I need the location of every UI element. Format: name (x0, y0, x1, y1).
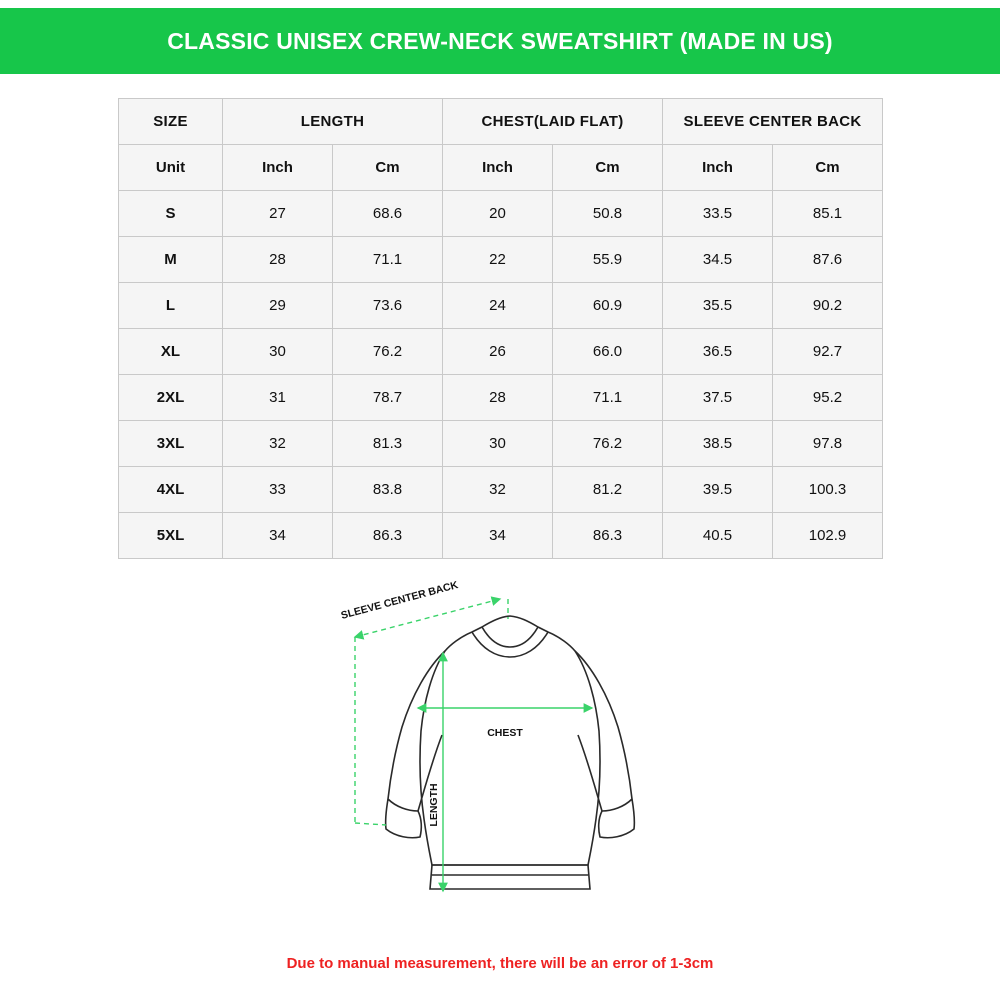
cell-sleeve-cm: 85.1 (773, 191, 883, 237)
table-row (119, 513, 883, 559)
unit-label: Unit (119, 145, 223, 191)
cell-chest-inch: 32 (443, 467, 553, 513)
header-chest: CHEST(LAID FLAT) (443, 99, 663, 145)
cell-chest-cm: 76.2 (553, 421, 663, 467)
cell-size: 3XL (119, 421, 223, 467)
cell-chest-inch: 34 (443, 513, 553, 559)
measurement-note: Due to manual measurement, there will be an error of 1-3cm (286, 955, 714, 972)
garment-diagram (300, 575, 720, 935)
cell-chest-inch: 30 (443, 421, 553, 467)
table-row (119, 421, 883, 467)
cell-sleeve-inch: 38.5 (663, 421, 773, 467)
size-table-container (118, 98, 882, 559)
page-title: CLASSIC UNISEX CREW-NECK SWEATSHIRT (MADE IN US) (167, 27, 833, 54)
table-row (119, 375, 883, 421)
cell-length-inch: 34 (223, 513, 333, 559)
cell-length-inch: 29 (223, 283, 333, 329)
unit-length-inch: Inch (223, 145, 333, 191)
cell-sleeve-inch: 40.5 (663, 513, 773, 559)
cell-sleeve-inch: 39.5 (663, 467, 773, 513)
cell-size: S (119, 191, 223, 237)
cell-sleeve-cm: 100.3 (773, 467, 883, 513)
cell-length-inch: 31 (223, 375, 333, 421)
table-row (119, 283, 883, 329)
sweatshirt-outline (386, 616, 635, 889)
cell-size: XL (119, 329, 223, 375)
header-banner (0, 8, 1000, 74)
cell-length-cm: 86.3 (333, 513, 443, 559)
table-unit-row (119, 145, 883, 191)
cell-length-inch: 27 (223, 191, 333, 237)
cell-sleeve-inch: 35.5 (663, 283, 773, 329)
unit-length-cm: Cm (333, 145, 443, 191)
cell-length-cm: 71.1 (333, 237, 443, 283)
cell-length-inch: 28 (223, 237, 333, 283)
cell-length-cm: 78.7 (333, 375, 443, 421)
table-row (119, 329, 883, 375)
header-length: LENGTH (223, 99, 443, 145)
cell-size: M (119, 237, 223, 283)
cell-chest-cm: 66.0 (553, 329, 663, 375)
cell-length-cm: 76.2 (333, 329, 443, 375)
sleeve-label: SLEEVE CENTER BACK (339, 579, 460, 622)
length-label: LENGTH (428, 783, 440, 827)
cell-size: L (119, 283, 223, 329)
unit-sleeve-inch: Inch (663, 145, 773, 191)
size-table (118, 98, 883, 559)
cell-chest-inch: 26 (443, 329, 553, 375)
cell-sleeve-cm: 97.8 (773, 421, 883, 467)
cell-length-cm: 73.6 (333, 283, 443, 329)
cell-sleeve-cm: 90.2 (773, 283, 883, 329)
unit-sleeve-cm: Cm (773, 145, 883, 191)
cell-chest-inch: 24 (443, 283, 553, 329)
cell-sleeve-cm: 87.6 (773, 237, 883, 283)
cell-chest-inch: 22 (443, 237, 553, 283)
cell-length-inch: 30 (223, 329, 333, 375)
cell-chest-cm: 60.9 (553, 283, 663, 329)
chest-label: CHEST (487, 727, 523, 739)
cell-chest-cm: 86.3 (553, 513, 663, 559)
table-group-header-row (119, 99, 883, 145)
cell-chest-cm: 50.8 (553, 191, 663, 237)
cell-size: 2XL (119, 375, 223, 421)
cell-chest-inch: 20 (443, 191, 553, 237)
cell-chest-cm: 55.9 (553, 237, 663, 283)
cell-size: 5XL (119, 513, 223, 559)
unit-chest-cm: Cm (553, 145, 663, 191)
cell-chest-cm: 71.1 (553, 375, 663, 421)
cell-length-cm: 81.3 (333, 421, 443, 467)
table-row (119, 237, 883, 283)
table-row (119, 191, 883, 237)
cell-size: 4XL (119, 467, 223, 513)
cell-sleeve-inch: 34.5 (663, 237, 773, 283)
table-row (119, 467, 883, 513)
cell-sleeve-inch: 33.5 (663, 191, 773, 237)
cell-sleeve-inch: 37.5 (663, 375, 773, 421)
cell-chest-cm: 81.2 (553, 467, 663, 513)
cell-chest-inch: 28 (443, 375, 553, 421)
cell-sleeve-cm: 95.2 (773, 375, 883, 421)
cell-sleeve-cm: 92.7 (773, 329, 883, 375)
cell-length-inch: 33 (223, 467, 333, 513)
cell-length-cm: 83.8 (333, 467, 443, 513)
cell-sleeve-cm: 102.9 (773, 513, 883, 559)
header-size: SIZE (119, 99, 223, 145)
cell-length-inch: 32 (223, 421, 333, 467)
cell-length-cm: 68.6 (333, 191, 443, 237)
cell-sleeve-inch: 36.5 (663, 329, 773, 375)
header-sleeve: SLEEVE CENTER BACK (663, 99, 883, 145)
unit-chest-inch: Inch (443, 145, 553, 191)
